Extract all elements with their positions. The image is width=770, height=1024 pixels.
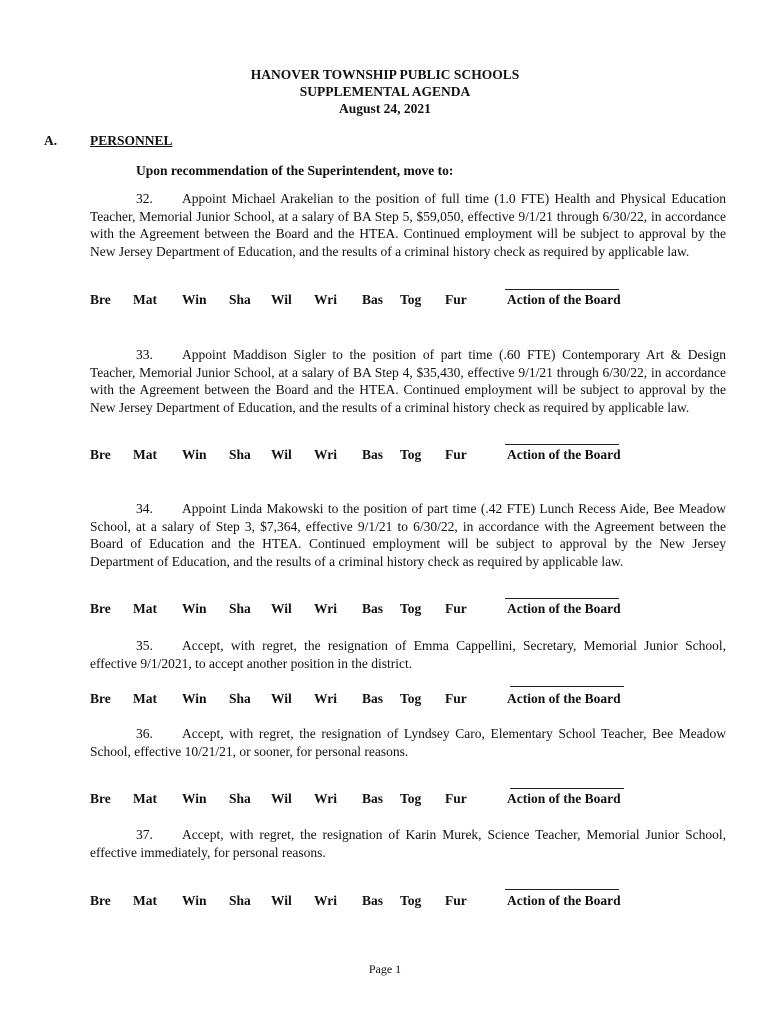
signature-line [510, 686, 624, 687]
agenda-item [90, 826, 726, 861]
agenda-item [90, 500, 726, 570]
vote-label: Bre [90, 447, 111, 462]
vote-label: Mat [133, 601, 157, 616]
vote-label: Fur [445, 893, 467, 908]
vote-label: Bas [362, 791, 384, 806]
vote-label: Wri [314, 791, 337, 806]
vote-label: Tog [400, 292, 422, 307]
vote-label: Fur [445, 447, 467, 462]
action-of-board-label: Action of the Board [507, 791, 621, 806]
vote-label: Wri [314, 893, 337, 908]
vote-label: Wri [314, 447, 337, 462]
signature-line [505, 444, 619, 445]
item-text: Appoint Maddison Sigler to the position of part time (.60 FTE) Contemporary Art & Design Teacher, Memorial Junior School, at a salary of BA Step 4, $35,430, effective 9/1/21 through 6/30/22, in accordance with the Agreement between the Board and the HTEA. Continued employment will be subject to approval by the New Jersey Department of Education, and the results of a criminal history check as required by applicable law. [90, 347, 726, 415]
vote-label: Bas [362, 893, 384, 908]
vote-label: Mat [133, 447, 157, 462]
item-number: 34. [136, 501, 153, 516]
item-number: 32. [136, 191, 153, 206]
item-number: 37. [136, 827, 153, 842]
item-number: 36. [136, 726, 153, 741]
vote-label: Bre [90, 791, 111, 806]
vote-label: Wil [271, 447, 292, 462]
signature-line [505, 889, 619, 890]
vote-label: Bre [90, 292, 111, 307]
vote-label: Fur [445, 601, 467, 616]
action-of-board-label: Action of the Board [507, 691, 621, 706]
vote-label: Wil [271, 691, 292, 706]
action-of-board-label: Action of the Board [507, 893, 621, 908]
vote-label: Mat [133, 292, 157, 307]
item-text: Accept, with regret, the resignation of Emma Cappellini, Secretary, Memorial Junior School, effective 9/1/2021, to accept another position in the district. [90, 638, 726, 671]
vote-label: Tog [400, 791, 422, 806]
agenda-item [90, 346, 726, 416]
document-subtitle: SUPPLEMENTAL AGENDA [299, 84, 471, 99]
vote-label: Mat [133, 691, 157, 706]
item-text: Accept, with regret, the resignation of Lyndsey Caro, Elementary School Teacher, Bee Meadow School, effective 10/21/21, or sooner, for personal reasons. [90, 726, 726, 759]
vote-label: Sha [229, 791, 251, 806]
vote-label: Sha [229, 691, 251, 706]
section-title: PERSONNEL [90, 133, 173, 148]
vote-label: Tog [400, 447, 422, 462]
vote-label: Wri [314, 691, 337, 706]
vote-label: Fur [445, 292, 467, 307]
vote-label: Win [182, 791, 207, 806]
item-text: Appoint Linda Makowski to the position of part time (.42 FTE) Lunch Recess Aide, Bee Meadow School, at a salary of Step 3, $7,364, effective 9/1/21 to 6/30/22, in accordance with the Agreement between the Board of Education and the HTEA. Continued employment will be subject to approval by the New Jersey Department of Education, and the results of a criminal history check as required by applicable law. [90, 501, 726, 569]
signature-line [510, 788, 624, 789]
vote-label: Wil [271, 292, 292, 307]
action-of-board-label: Action of the Board [507, 601, 621, 616]
item-number: 33. [136, 347, 153, 362]
action-of-board-label: Action of the Board [507, 292, 621, 307]
action-of-board-label: Action of the Board [507, 447, 621, 462]
vote-label: Sha [229, 447, 251, 462]
intro-text: Upon recommendation of the Superintendent, move to: [136, 163, 454, 178]
signature-line [505, 598, 619, 599]
vote-label: Fur [445, 791, 467, 806]
vote-label: Tog [400, 893, 422, 908]
document-date: August 24, 2021 [339, 101, 431, 116]
vote-label: Win [182, 601, 207, 616]
vote-label: Sha [229, 601, 251, 616]
section-letter: A. [44, 133, 58, 148]
item-text: Accept, with regret, the resignation of Karin Murek, Science Teacher, Memorial Junior School, effective immediately, for personal reasons. [90, 827, 726, 860]
signature-line [505, 289, 619, 290]
vote-label: Wil [271, 791, 292, 806]
vote-label: Win [182, 292, 207, 307]
page-number: Page 1 [368, 962, 402, 976]
vote-label: Bre [90, 601, 111, 616]
vote-label: Wil [271, 893, 292, 908]
item-number: 35. [136, 638, 153, 653]
agenda-item [90, 637, 726, 672]
vote-label: Sha [229, 893, 251, 908]
vote-label: Wri [314, 292, 337, 307]
document-title: HANOVER TOWNSHIP PUBLIC SCHOOLS [250, 67, 520, 82]
vote-label: Win [182, 691, 207, 706]
vote-label: Bas [362, 691, 384, 706]
vote-label: Tog [400, 691, 422, 706]
vote-label: Win [182, 447, 207, 462]
vote-label: Wri [314, 601, 337, 616]
vote-label: Tog [400, 601, 422, 616]
vote-label: Wil [271, 601, 292, 616]
item-text: Appoint Michael Arakelian to the position of full time (1.0 FTE) Health and Physical Education Teacher, Memorial Junior School, at a salary of BA Step 5, $59,050, effective 9/1/21 through 6/30/22, in accordance with the Agreement between the Board and the HTEA. Continued employment will be subject to approval by the New Jersey Department of Education, and the results of a criminal history check as required by applicable law. [90, 191, 726, 259]
agenda-item [90, 190, 726, 260]
vote-label: Sha [229, 292, 251, 307]
vote-label: Bas [362, 292, 384, 307]
agenda-item [90, 725, 726, 760]
vote-label: Fur [445, 691, 467, 706]
vote-label: Win [182, 893, 207, 908]
vote-label: Bre [90, 893, 111, 908]
vote-label: Mat [133, 893, 157, 908]
vote-label: Bre [90, 691, 111, 706]
vote-label: Bas [362, 447, 384, 462]
vote-label: Bas [362, 601, 384, 616]
vote-label: Mat [133, 791, 157, 806]
